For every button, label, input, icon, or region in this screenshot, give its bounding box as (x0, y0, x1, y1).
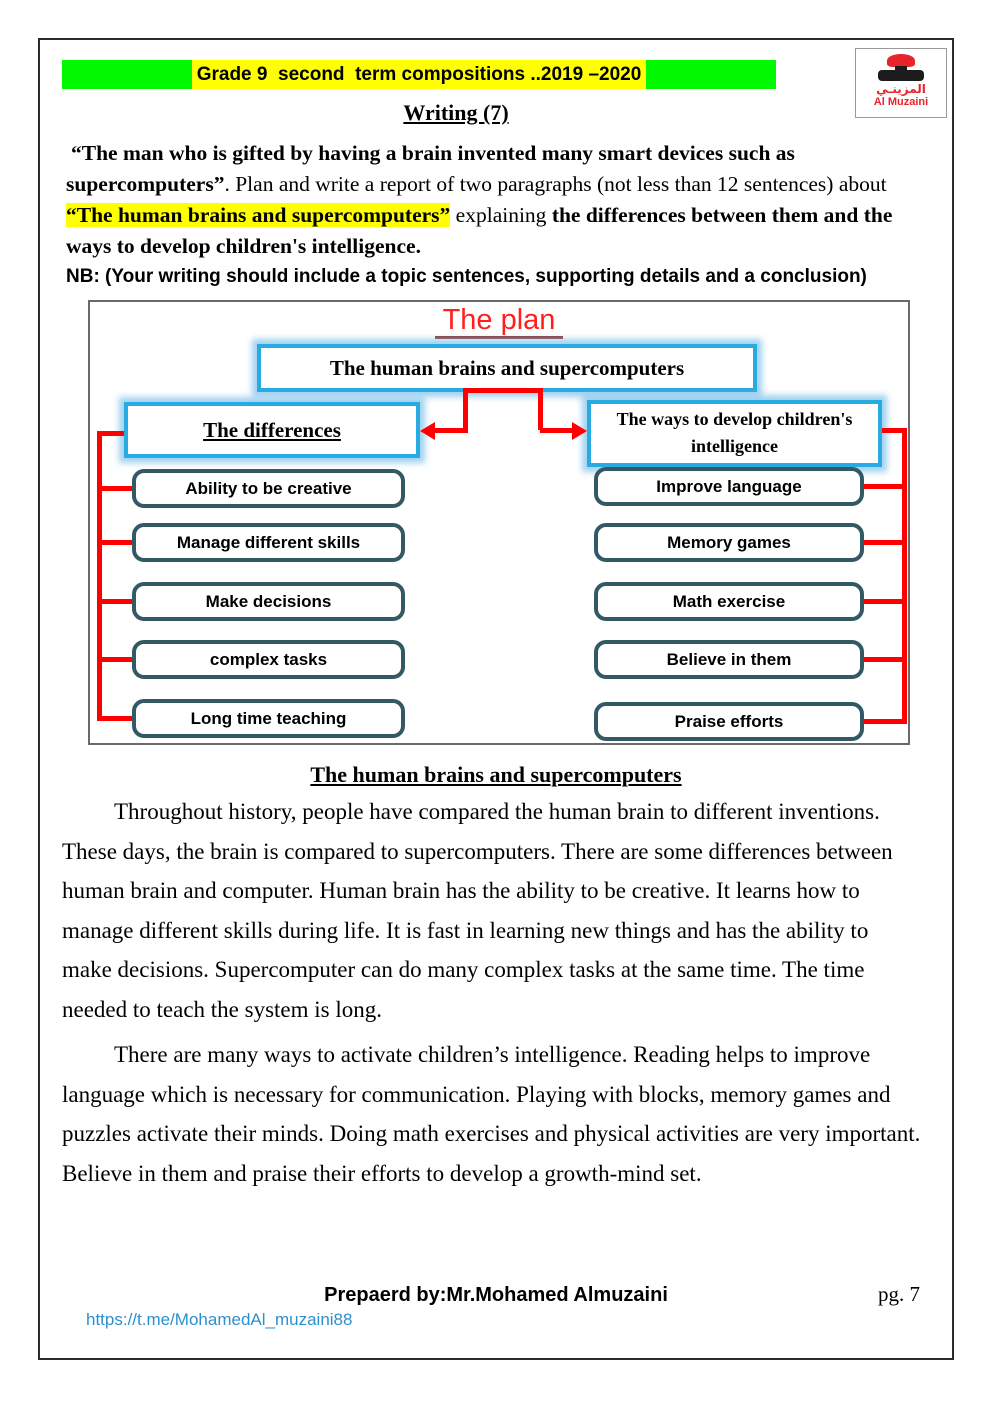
logo-arabic-text: المزينـي (876, 82, 926, 96)
prompt-highlighted-topic: “The human brains and supercomputers” (66, 203, 451, 227)
worksheet-title-text: Writing (7) (403, 100, 509, 125)
plan-root-label: The human brains and supercomputers (329, 356, 685, 380)
nb-note: NB: (Your writing should include a topic sentences, supporting details and a conclusion) (66, 266, 867, 287)
plan-right-item-3 (594, 582, 864, 621)
stamp-base-shape (878, 70, 924, 81)
connector-right-arrow-shaft (540, 428, 573, 433)
plan-left-item-4-label: complex tasks (209, 650, 328, 669)
prompt-bold-tail: the differences between them and the ways to develop children's intelligence. (66, 203, 893, 258)
header-banner (62, 60, 776, 89)
plan-right-item-5-label: Praise efforts (674, 712, 784, 731)
plan-right-item-1-label: Improve language (656, 477, 802, 496)
page-frame (38, 38, 954, 1360)
page-number: pg. 7 (878, 1282, 920, 1306)
plan-right-branch-box (587, 400, 882, 467)
plan-left-branch-label: The differences (203, 418, 341, 442)
connector-bridge-right-leg (538, 388, 543, 430)
prompt-regular-1: . Plan and write a report of two paragraphs (not less than 12 sentences) about (224, 172, 887, 196)
plan-left-item-5-label: Long time teaching (190, 709, 347, 728)
connector-stub (864, 540, 902, 545)
connector-stub (864, 484, 902, 489)
prompt-bold-quote: “The man who is gifted by having a brain invented many smart devices such as supercomputers” (66, 141, 795, 196)
connector-stub (864, 719, 902, 724)
header-banner-text: Grade 9 second term compositions ..2019 –2020 (192, 60, 647, 89)
essay-title-text: The human brains and supercomputers (310, 762, 682, 787)
plan-left-branch-box (124, 402, 420, 458)
connector-stub (101, 540, 132, 545)
plan-right-item-4-label: Believe in them (666, 650, 792, 669)
essay-title (40, 762, 952, 788)
connector-stub (882, 428, 902, 433)
plan-diagram (88, 300, 910, 745)
connector-left-arrow-shaft (434, 428, 468, 433)
connector-bridge-left-leg (463, 388, 468, 430)
worksheet-title (40, 100, 872, 126)
plan-left-item-2-label: Manage different skills (176, 533, 361, 552)
connector-stub (101, 486, 132, 491)
logo-latin-text: Al Muzaini (873, 96, 929, 108)
connector-stub (101, 431, 124, 436)
connector-stub (101, 599, 132, 604)
essay-paragraph-2: There are many ways to activate children’s intelligence. Reading helps to improve language which is necessary for communication. Playing with blocks, memory games and puzzles activate their minds. Doing math exercises and physical activities are very important. Believe in them and praise their efforts to develop a growth-mind set. (62, 1042, 921, 1186)
plan-left-item-2 (132, 523, 405, 562)
plan-title (90, 304, 908, 336)
plan-right-branch-label: The ways to develop children's intelligence (616, 409, 853, 456)
plan-left-item-3-label: Make decisions (205, 592, 332, 611)
connector-stub (101, 657, 132, 662)
plan-right-item-1 (594, 467, 864, 506)
plan-left-item-5 (132, 699, 405, 738)
connector-stub (864, 599, 902, 604)
arrow-right-icon (572, 422, 587, 440)
connector-stub (101, 716, 132, 721)
plan-title-text: The plan (435, 304, 564, 339)
connector-bridge (463, 388, 543, 393)
footer-prepared-by: Prepaerd by:Mr.Mohamed Almuzaini (324, 1284, 668, 1306)
connector-left-rail (97, 431, 102, 721)
essay-paragraph-1: Throughout history, people have compared the human brain to different inventions. These days, the brain is compared to supercomputers. There are some differences between human brain and computer. Human brain has the ability to be creative. It learns how to manage different skills during life. It is fast in learning new things and has the ability to make decisions. Supercomputer can do many complex tasks at the same time. The time needed to teach the system is long. (62, 799, 893, 1022)
connector-right-rail (902, 428, 907, 724)
arrow-left-icon (420, 422, 435, 440)
plan-left-item-1-label: Ability to be creative (185, 479, 352, 498)
plan-left-item-1 (132, 469, 405, 508)
plan-right-item-4 (594, 640, 864, 679)
plan-root-box (257, 344, 757, 392)
plan-right-item-5 (594, 702, 864, 741)
telegram-link[interactable]: https://t.me/MohamedAl_muzaini88 (86, 1310, 353, 1329)
plan-right-item-3-label: Math exercise (672, 592, 786, 611)
plan-right-item-2 (594, 523, 864, 562)
plan-left-item-4 (132, 640, 405, 679)
essay-body (62, 792, 922, 1193)
stamp-icon (877, 54, 925, 82)
plan-right-item-2-label: Memory games (667, 533, 791, 552)
prompt-regular-2: explaining (450, 203, 552, 227)
prompt-paragraph (66, 138, 912, 262)
plan-left-item-3 (132, 582, 405, 621)
connector-stub (864, 657, 902, 662)
